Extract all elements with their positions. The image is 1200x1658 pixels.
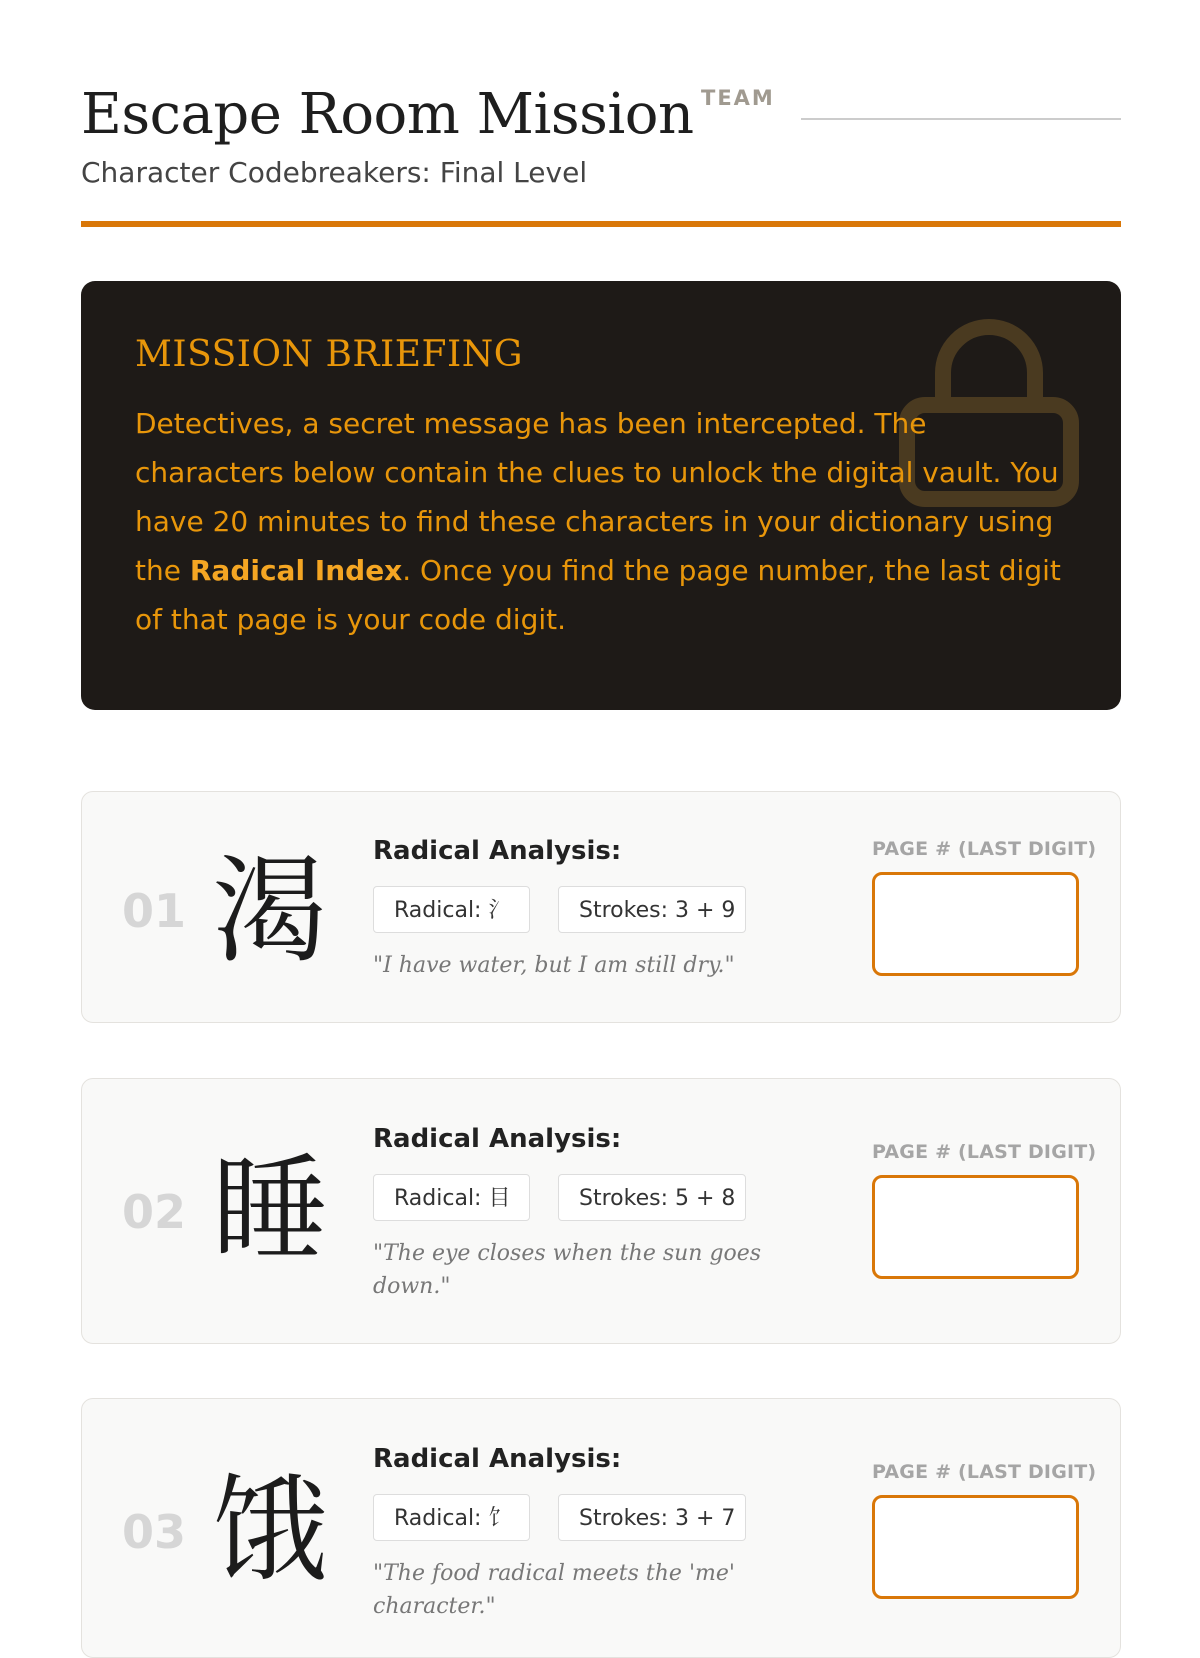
radical-analysis-heading: Radical Analysis:	[373, 1124, 622, 1154]
answer-input[interactable]	[872, 1175, 1079, 1279]
briefing-text-end: . Once you find the page number, the last digit of that page is your code digit.	[135, 554, 1061, 636]
team-name-field[interactable]	[801, 118, 1121, 120]
briefing-heading: MISSION BRIEFING	[135, 334, 523, 375]
briefing-text-start: Detectives, a secret message has been intercepted. The characters below contain the clues to unlock the digital vault. You have 20 minutes to find these characters in your dictionary using the	[135, 407, 1059, 587]
radical-tag: Radical: 氵	[373, 886, 530, 933]
puzzle-character: 饿	[212, 1463, 328, 1598]
strokes-tag: Strokes: 3 + 9	[558, 886, 746, 933]
strokes-tag: Strokes: 3 + 7	[558, 1494, 746, 1541]
answer-label: PAGE # (LAST DIGIT)	[872, 1141, 1097, 1163]
puzzle-card	[81, 791, 1121, 1023]
radical-analysis-heading: Radical Analysis:	[373, 836, 622, 866]
answer-label: PAGE # (LAST DIGIT)	[872, 1461, 1097, 1483]
header	[81, 0, 1121, 228]
puzzle-character: 渴	[212, 844, 328, 979]
strokes-tag: Strokes: 5 + 8	[558, 1174, 746, 1221]
radical-analysis-heading: Radical Analysis:	[373, 1444, 622, 1474]
answer-label: PAGE # (LAST DIGIT)	[872, 838, 1097, 860]
puzzle-hint: "The food radical meets the 'me' character."	[373, 1561, 735, 1619]
page-subtitle: Character Codebreakers: Final Level	[81, 156, 588, 189]
briefing-text	[135, 399, 1067, 644]
header-divider	[81, 221, 1121, 227]
puzzle-number: 02	[122, 1185, 187, 1239]
answer-input[interactable]	[872, 1495, 1079, 1599]
mission-briefing	[81, 281, 1121, 710]
radical-tag: Radical: 目	[373, 1174, 530, 1221]
team-label: TEAM	[701, 86, 775, 110]
worksheet	[81, 0, 1121, 1619]
puzzle-number: 01	[122, 884, 187, 938]
puzzle-card	[81, 1398, 1121, 1658]
page-title: Escape Room Mission	[81, 82, 694, 147]
puzzle-hint: "The eye closes when the sun goes down."	[373, 1241, 762, 1299]
answer-input[interactable]	[872, 872, 1079, 976]
puzzle-card	[81, 1078, 1121, 1344]
puzzle-number: 03	[122, 1505, 187, 1559]
radical-tag: Radical: 饣	[373, 1494, 530, 1541]
briefing-text-highlight: Radical Index	[189, 554, 403, 587]
puzzle-hint: "I have water, but I am still dry."	[373, 953, 735, 978]
puzzle-character: 睡	[212, 1143, 328, 1278]
